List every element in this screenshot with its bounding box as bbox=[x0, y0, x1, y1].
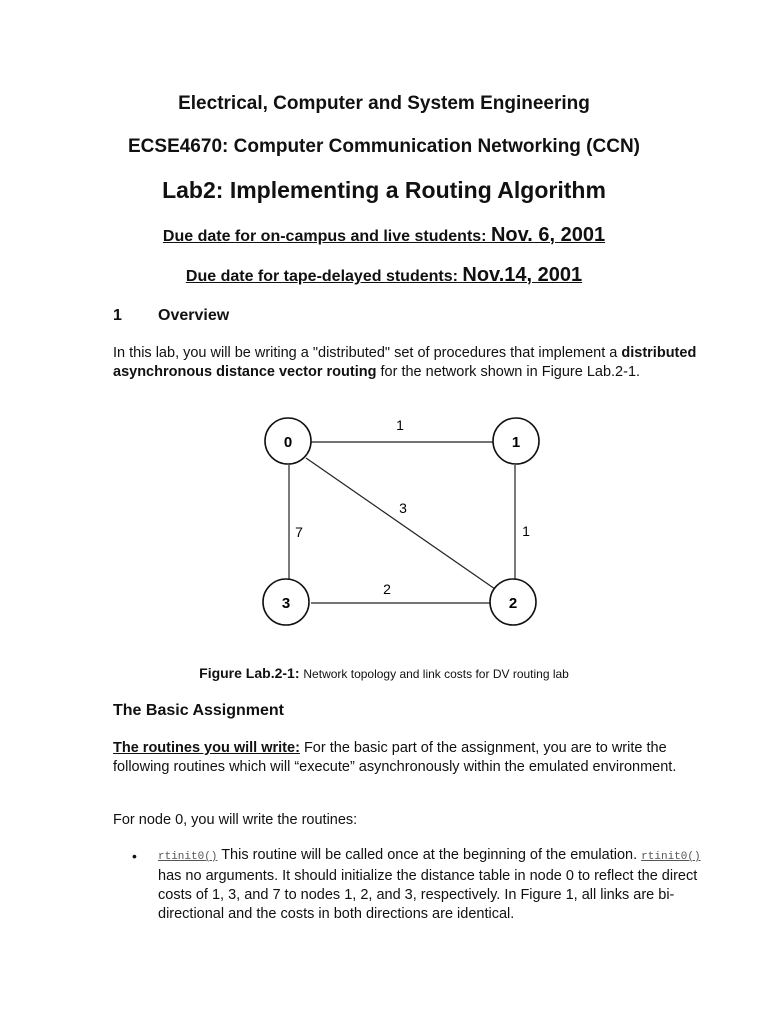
node-3 bbox=[263, 579, 309, 625]
bullet-text-1: This routine will be called once at the beginning of the emulation. bbox=[221, 847, 638, 863]
overview-paragraph bbox=[113, 344, 703, 382]
section-title: Overview bbox=[158, 307, 230, 324]
department-title: Electrical, Computer and System Engineering bbox=[178, 93, 590, 114]
basic-assignment-heading: The Basic Assignment bbox=[113, 702, 285, 719]
lab-title: Lab2: Implementing a Routing Algorithm bbox=[162, 177, 606, 203]
node-0-label: 0 bbox=[283, 434, 293, 451]
due-date-tape bbox=[0, 264, 768, 287]
node-1-label: 1 bbox=[511, 434, 521, 451]
cost-label-1-2: 1 bbox=[522, 523, 530, 539]
due-date-oncampus bbox=[0, 224, 768, 247]
due-tape-date: Nov.14, 2001 bbox=[462, 264, 583, 286]
network-topology-figure bbox=[0, 400, 768, 640]
code-rtinit0: rtinit0() bbox=[158, 851, 218, 863]
node0-paragraph: For node 0, you will write the routines: bbox=[113, 812, 358, 828]
due-tape-label: Due date for tape-delayed students: bbox=[185, 268, 458, 285]
cost-label-3-2: 2 bbox=[383, 581, 391, 597]
code-rtinit0-2: rtinit0() bbox=[641, 851, 701, 863]
overview-bold-text: distributed asynchronous distance vector routing bbox=[113, 345, 697, 380]
node-2-label: 2 bbox=[508, 595, 518, 612]
node-1 bbox=[493, 418, 539, 464]
caption-label: Figure Lab.2-1: bbox=[199, 665, 300, 681]
bullet-text-2: has no arguments. It should initialize the distance table in node 0 to reflect the direct costs of 1, 3, and 7 to nodes 1, 2, and 3, respectively. In Figure 1, all links are bi-directional and the costs in both directions are identical. bbox=[158, 868, 698, 922]
due-oncampus-date: Nov. 6, 2001 bbox=[490, 224, 606, 246]
bullet-icon: • bbox=[132, 848, 137, 864]
section-number: 1 bbox=[113, 307, 122, 324]
routines-paragraph bbox=[113, 739, 703, 777]
figure-caption bbox=[0, 665, 768, 681]
bullet-item-rtinit0 bbox=[158, 846, 703, 924]
link-0-2 bbox=[306, 458, 495, 589]
cost-label-0-3: 7 bbox=[295, 524, 303, 540]
cost-label-0-2: 3 bbox=[399, 500, 407, 516]
course-title: ECSE4670: Computer Communication Networking (CCN) bbox=[128, 136, 640, 157]
routines-text: For the basic part of the assignment, you are to write the following routines which will “execute” asynchronously within the emulated environment. bbox=[113, 740, 677, 775]
due-oncampus-label: Due date for on-campus and live students: bbox=[162, 228, 487, 245]
routines-label: The routines you will write: bbox=[113, 740, 300, 756]
node-0 bbox=[265, 418, 311, 464]
node-2 bbox=[490, 579, 536, 625]
overview-text-after: for the network shown in Figure Lab.2-1. bbox=[380, 364, 641, 380]
node-3-label: 3 bbox=[281, 595, 291, 612]
caption-text: Network topology and link costs for DV routing lab bbox=[303, 667, 569, 681]
overview-heading bbox=[113, 307, 229, 325]
overview-text-before: In this lab, you will be writing a "distributed" set of procedures that implement a bbox=[113, 345, 618, 361]
cost-label-0-1: 1 bbox=[396, 417, 404, 433]
